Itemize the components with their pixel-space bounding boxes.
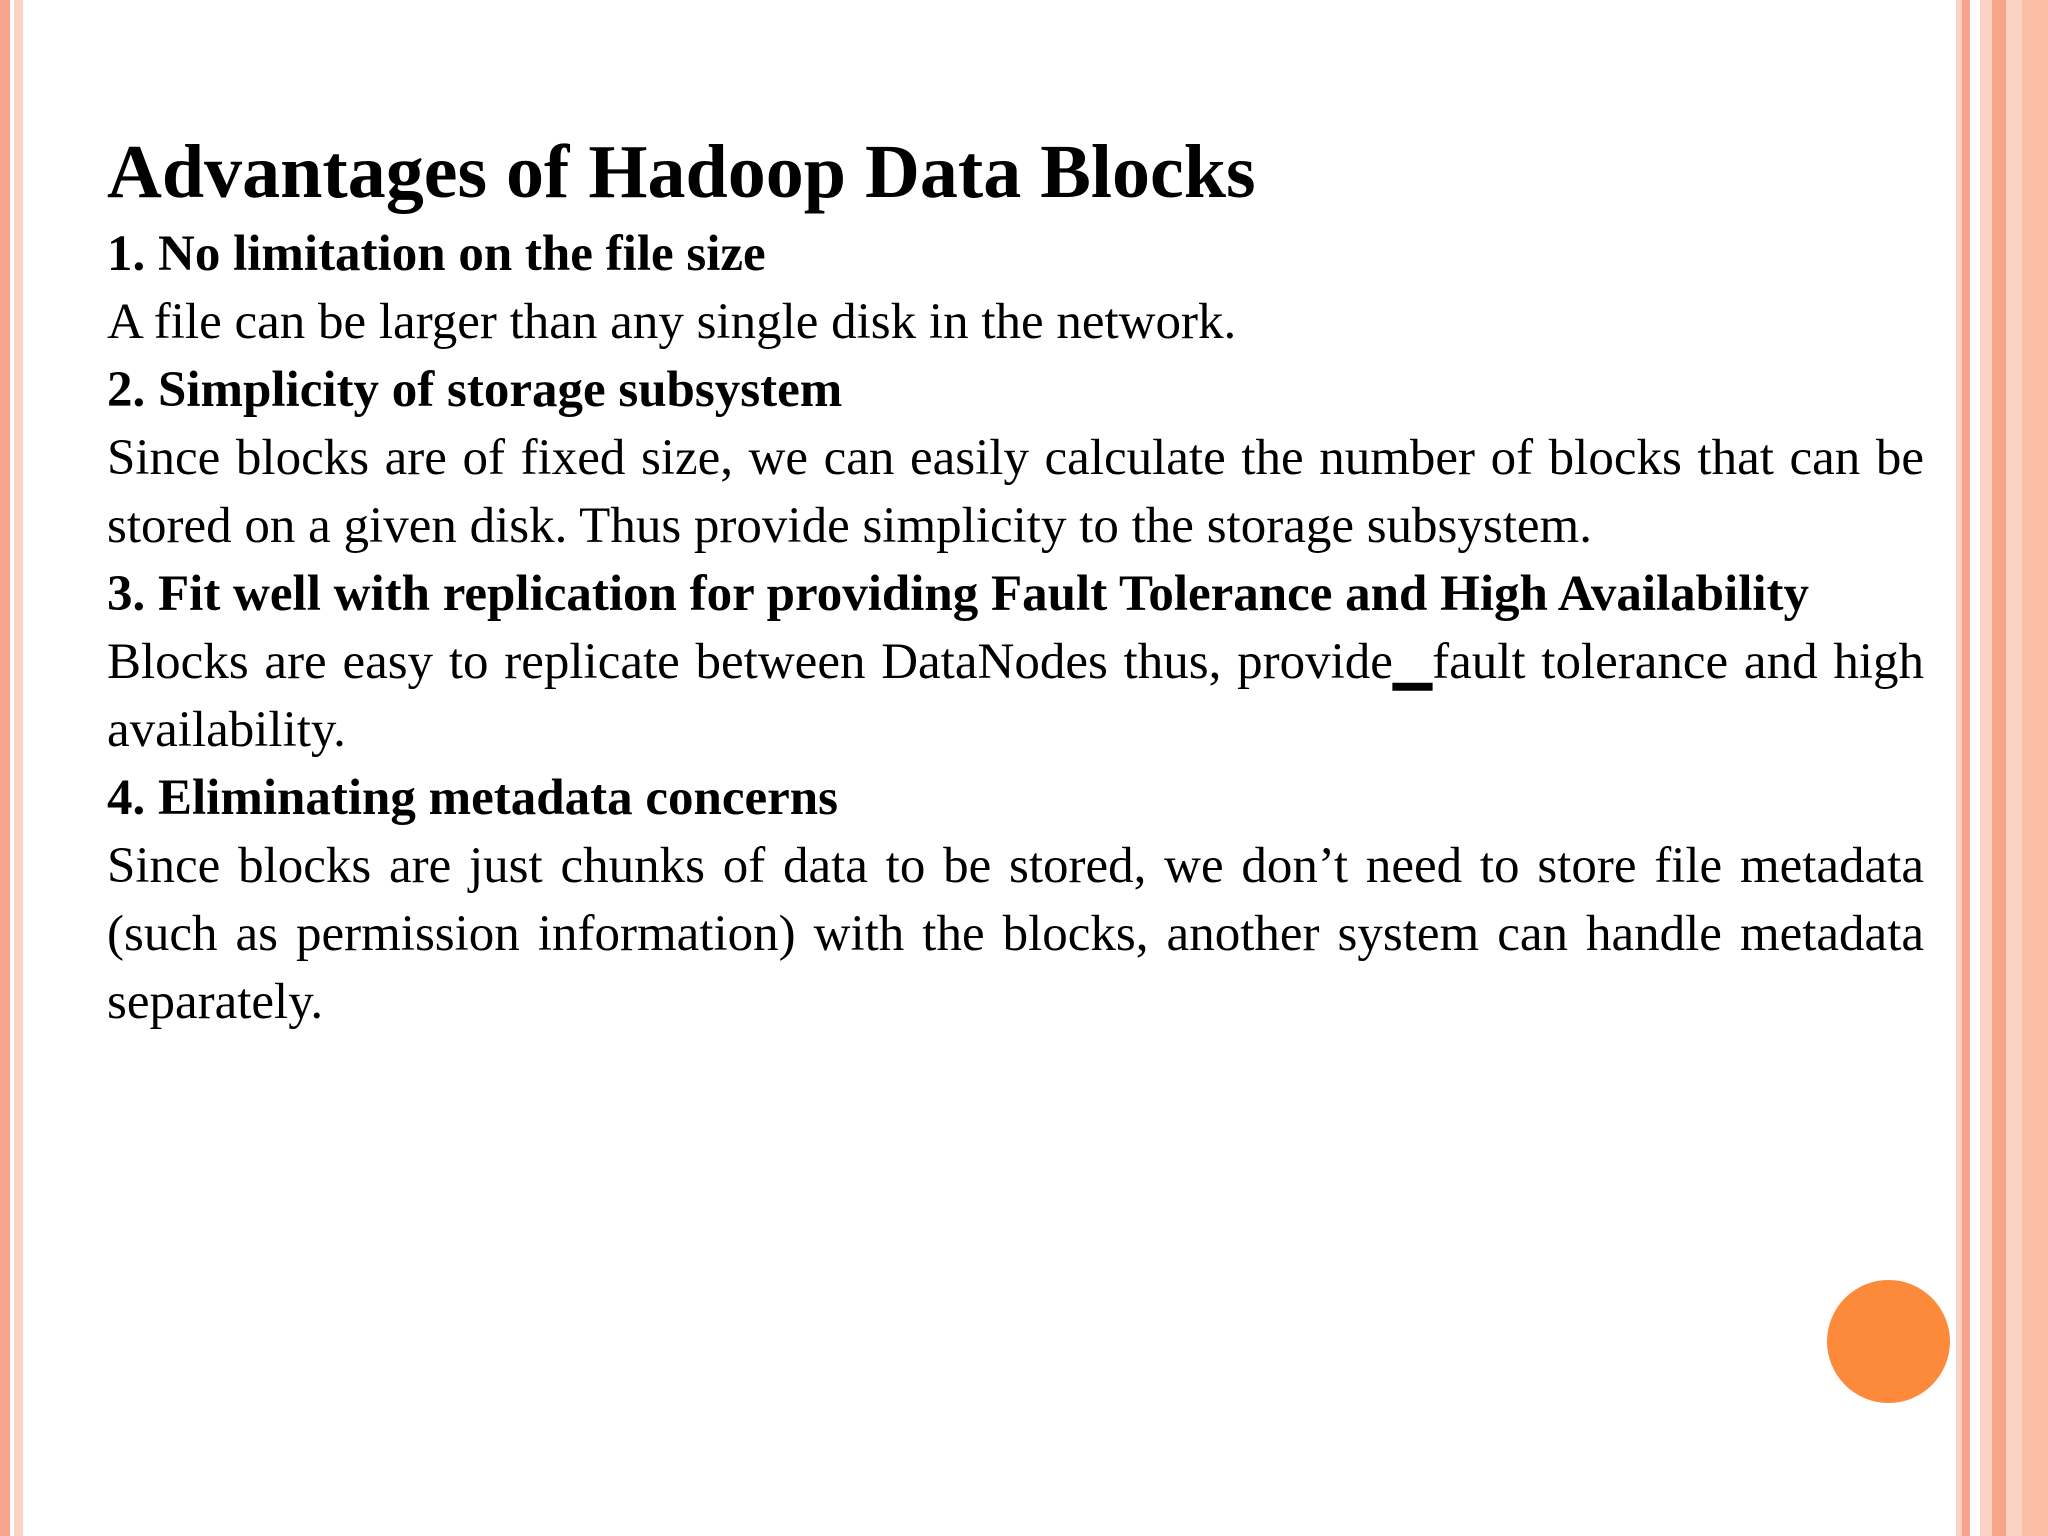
right-border-stripe-6 [2022,0,2048,1536]
left-border-stripe-inner [14,0,23,1536]
orange-accent-dot [1827,1280,1950,1403]
slide-title: Advantages of Hadoop Data Blocks [107,130,1256,214]
slide-content [107,124,1924,1036]
advantage-text-2: Since blocks are of fixed size, we can easily calculate the number of blocks that can be stored on a given disk. Thus provide simplicity to the storage subsystem. [107,430,1924,554]
advantage-heading-3: 3. Fit well with replication for providing Fault Tolerance and High Availability [107,566,1810,622]
right-border-stripe-4 [1992,0,2006,1536]
advantage-heading-2: 2. Simplicity of storage subsystem [107,362,843,418]
advantage-heading-1: 1. No limitation on the file size [107,226,766,282]
advantage-text-1: A file can be larger than any single disk in the network. [107,294,1237,350]
right-border-stripe-5 [2006,0,2022,1536]
advantage-text-4: Since blocks are just chunks of data to be stored, we don’t need to store file metadata (such as permission information) with the blocks, another system can handle metadata separately. [107,838,1924,1030]
right-border-stripe-2 [1962,0,1970,1536]
right-border-stripe-3 [1980,0,1992,1536]
advantage-text-3: Blocks are easy to replicate between DataNodes thus, provide▁fault tolerance and high availability. [107,634,1924,758]
left-border-stripe-outer [0,0,10,1536]
advantage-heading-4: 4. Eliminating metadata concerns [107,770,838,826]
